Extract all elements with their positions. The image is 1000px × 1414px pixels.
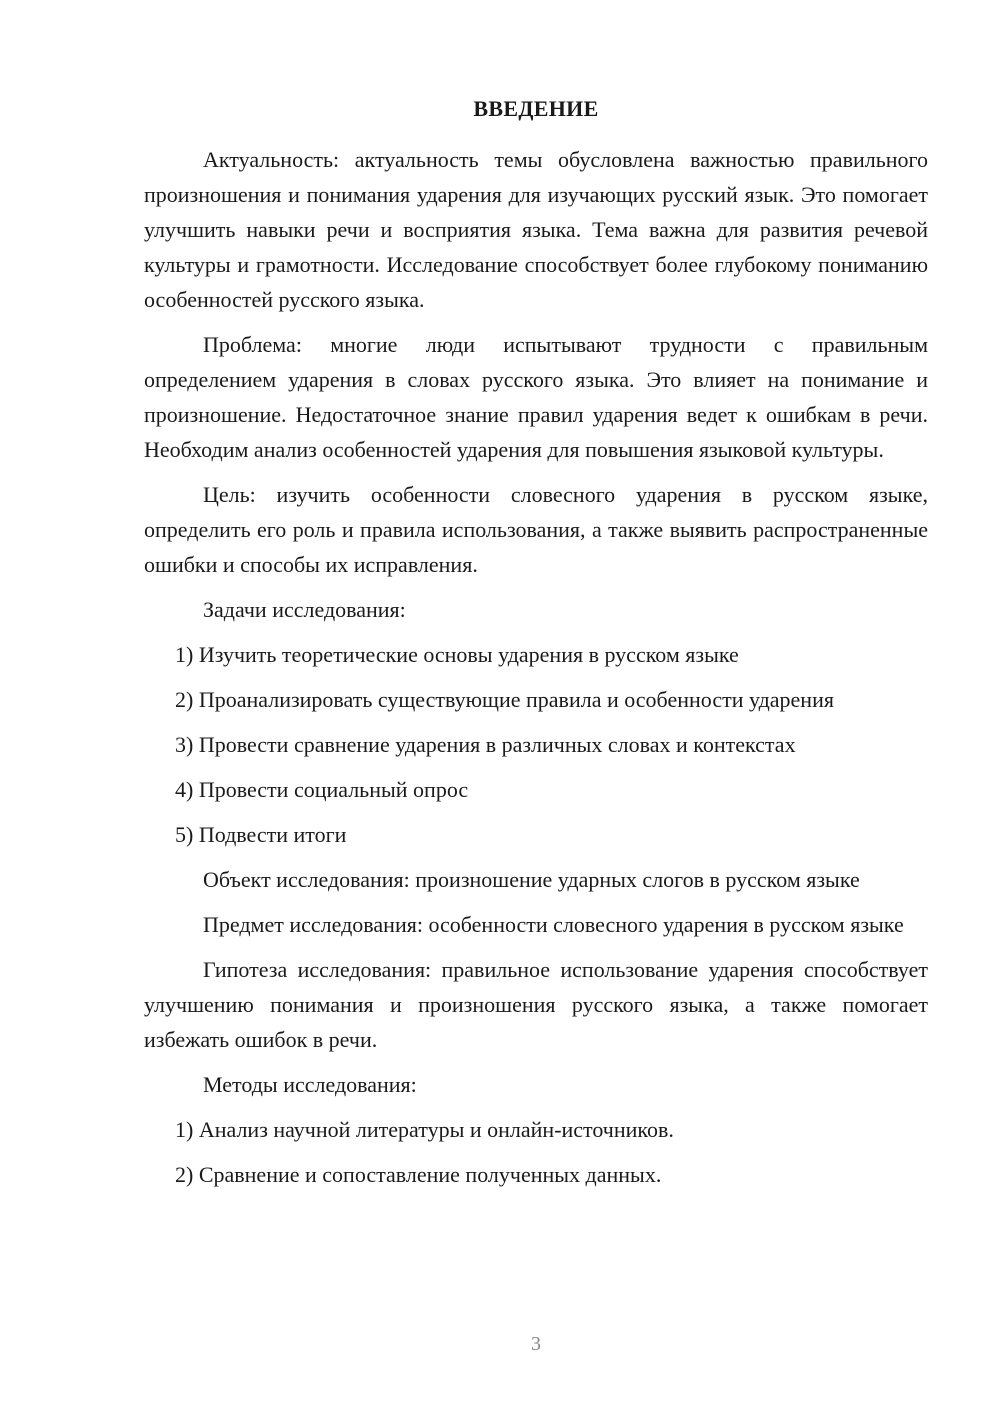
method-item-1: 1) Анализ научной литературы и онлайн-источников. <box>175 1117 674 1142</box>
hypothesis-paragraph: Гипотеза исследования: правильное использование ударения способствует улучшению понимания и произношения русского языка, а также помогает избежать ошибок в речи. <box>144 957 928 1052</box>
method-item-2: 2) Сравнение и сопоставление полученных данных. <box>175 1162 662 1187</box>
object-paragraph: Объект исследования: произношение ударных слогов в русском языке <box>203 867 860 892</box>
problem-paragraph: Проблема: многие люди испытывают трудности с правильным определением ударения в словах русского языка. Это влияет на понимание и произношение. Недостаточное знание правил ударения ведет к ошибкам в речи. Необходим анализ особенностей ударения для повышения языковой культуры. <box>144 332 928 462</box>
task-item-2: 2) Проанализировать существующие правила и особенности ударения <box>175 687 834 712</box>
task-item-5: 5) Подвести итоги <box>175 822 347 847</box>
task-item-1: 1) Изучить теоретические основы ударения в русском языке <box>175 642 739 667</box>
task-item-4: 4) Провести социальный опрос <box>175 777 469 802</box>
methods-heading: Методы исследования: <box>203 1072 417 1097</box>
subject-paragraph: Предмет исследования: особенности словесного ударения в русском языке <box>203 912 904 937</box>
page-number: 3 <box>531 1333 541 1355</box>
page-content <box>144 142 928 1202</box>
tasks-heading: Задачи исследования: <box>203 597 406 622</box>
page-title: ВВЕДЕНИЕ <box>473 96 599 121</box>
relevance-paragraph: Актуальность: актуальность темы обусловлена важностью правильного произношения и понимания ударения для изучающих русский язык. Это помогает улучшить навыки речи и восприятия языка. Тема важна для развития речевой культуры и грамотности. Исследование способствует более глубокому пониманию особенностей русского языка. <box>144 147 928 312</box>
task-item-3: 3) Провести сравнение ударения в различных словах и контекстах <box>175 732 796 757</box>
goal-paragraph: Цель: изучить особенности словесного ударения в русском языке, определить его роль и правила использования, а также выявить распространенные ошибки и способы их исправления. <box>144 482 928 577</box>
